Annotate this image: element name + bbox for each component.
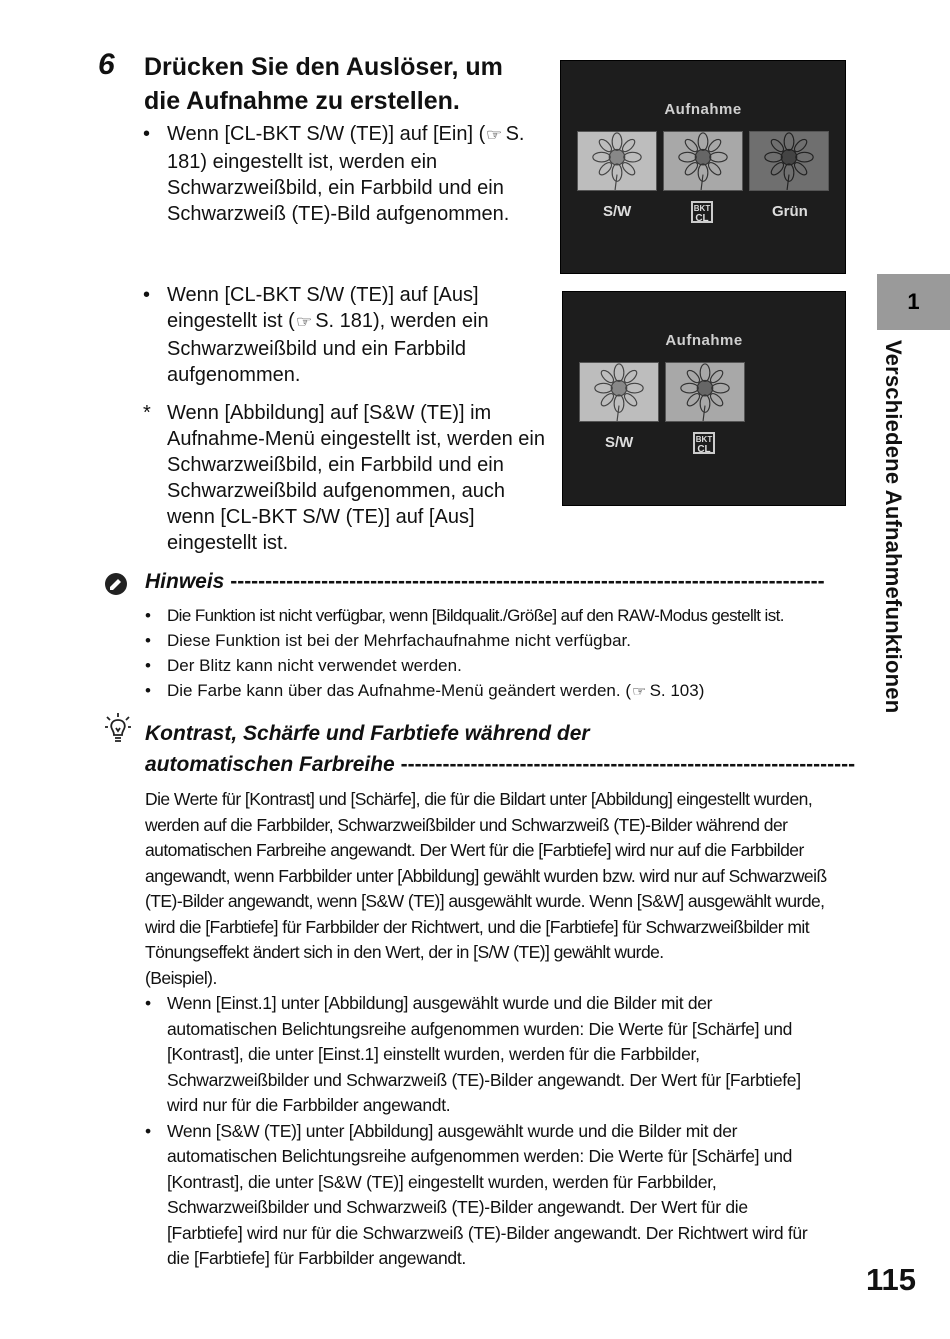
bullet-item: • Wenn [CL-BKT S/W (TE)] auf [Ein] (☞ S. 181) eingestellt ist, werden ein Schwarzweißbild, ein Farbbild und ein Schwarzweiß (TE)-Bild aufgenommen. bbox=[143, 123, 525, 225]
step-title bbox=[144, 50, 544, 118]
step-number: 6 bbox=[98, 48, 115, 81]
screen-title: Aufnahme bbox=[664, 101, 742, 118]
chapter-title-vertical: Verschiedene Aufnahmefunktionen bbox=[881, 340, 906, 714]
asterisk-marker: * bbox=[143, 402, 151, 424]
page-reference-icon: ☞ bbox=[486, 127, 503, 144]
list-item: • Die Funktion ist nicht verfügbar, wenn [Bildqualit./Größe] auf den RAW-Modus gestellt ist. bbox=[145, 606, 784, 625]
footnote-item: * Wenn [Abbildung] auf [S&W (TE)] im Aufnahme-Menü eingestellt ist, werden ein Schwarzweißbild, ein Farbbild und ein Schwarzweißbild aufgenommen, auch wenn [CL-BKT S/W (TE)] auf [Aus] eingestellt ist. bbox=[143, 402, 545, 554]
bullet-marker: • bbox=[143, 123, 151, 145]
page-reference-icon: ☞ bbox=[295, 314, 313, 331]
bkt-cl-icon: BKT CL bbox=[691, 201, 713, 223]
list-item: • Diese Funktion ist bei der Mehrfachaufnahme nicht verfügbar. bbox=[145, 631, 631, 650]
list-item: • Wenn [S&W (TE)] unter [Abbildung] ausgewählt wurde und die Bilder mit der automatischen Belichtungsreihe aufgenommen werden: Die Werte für [Schärfe] und [Kontrast], die unter [S&W (TE)] eingestellt wurden, werden für Farbbilder, Schwarzweißbilder und Schwarzweiß (TE)-Bilder angewandt. Der Wert für die [Farbtiefe] wird nur für die Schwarzweiß (TE)-Bilder angewandt. Der Richtwert wird für die [Farbtiefe] für Farbbilder angewandt. bbox=[145, 1120, 808, 1268]
bw-flower-thumbnail bbox=[577, 131, 657, 191]
lightbulb-icon bbox=[104, 712, 132, 746]
chapter-tab: 1 bbox=[877, 274, 950, 330]
bullet-item: • Wenn [CL-BKT S/W (TE)] auf [Aus] eingestellt ist (☞ S. 181), werden ein Schwarzweißbild und ein Farbbild aufgenommen. bbox=[143, 284, 489, 386]
screen-label-bw: S/W bbox=[605, 434, 634, 451]
camera-screen-three-images bbox=[560, 60, 846, 274]
tip-list bbox=[145, 991, 867, 1272]
list-item: • Wenn [Einst.1] unter [Abbildung] ausgewählt wurde und die Bilder mit der automatischen Belichtungsreihe aufgenommen wurden: Die Werte für [Schärfe] und [Kontrast], die unter [Einst.1] einstellt wurden, werden für die Farbbilder, Schwarzweißbilder und Schwarzweiß (TE)-Bilder angewandt. Der Wert für [Farbtiefe] wird nur für die Farbbilder angewandt. bbox=[145, 993, 801, 1115]
screen-label-green: Grün bbox=[772, 203, 808, 220]
step-title-line: Drücken Sie den Auslöser, um bbox=[144, 53, 503, 81]
screen-label-bw: S/W bbox=[603, 203, 632, 220]
screen-title: Aufnahme bbox=[665, 332, 743, 349]
tip-paragraph: Die Werte für [Kontrast] und [Schärfe], die für die Bildart unter [Abbildung] eingestellt wurden, werden auf die Farbbilder, Schwarzweißbilder und Schwarzweiß (TE)-Bilder während der automatischen Farbreihe angewandt. Der Wert für die [Farbtiefe] wird nur auf die Farbbilder angewandt, wenn Farbbilder unter [Abbildung] gewählt wurden bzw. wird nur auf Schwarzweiß (TE)-Bilder angewandt, wenn [S&W (TE)] ausgewählt wurde. Wenn [S&W] ausgewählt wurde, wird die [Farbtiefe] für Farbbilder der Richtwert, und die [Farbtiefe] für Schwarzweißbilder mit Tönungseffekt ändert sich in den Wert, der in [S/W (TE)] gewählt wurde. (Beispiel). bbox=[145, 789, 827, 988]
hint-list bbox=[145, 603, 867, 704]
hint-heading: Hinweis ------------------------------------------------------------------------------------- bbox=[145, 570, 825, 593]
page-reference-icon: ☞ bbox=[632, 683, 647, 699]
note-pencil-icon bbox=[104, 572, 128, 596]
bullet-marker: • bbox=[143, 284, 151, 306]
tip-heading-line: Kontrast, Schärfe und Farbtiefe während der bbox=[145, 722, 590, 745]
bw-flower-thumbnail bbox=[579, 362, 659, 422]
list-item: • Der Blitz kann nicht verwendet werden. bbox=[145, 656, 462, 675]
step-title-line: die Aufnahme zu erstellen. bbox=[144, 87, 460, 115]
bkt-cl-icon: BKT CL bbox=[693, 432, 715, 454]
page-number: 115 bbox=[865, 1262, 916, 1297]
list-item: • Die Farbe kann über das Aufnahme-Menü geändert werden. (☞ S. 103) bbox=[167, 678, 867, 704]
color-flower-thumbnail bbox=[663, 131, 743, 191]
color-flower-thumbnail bbox=[665, 362, 745, 422]
toned-flower-thumbnail bbox=[749, 131, 829, 191]
camera-screen-two-images bbox=[562, 291, 846, 506]
tip-heading-line: automatischen Farbreihe ----------------------------------------------------------------- bbox=[145, 753, 855, 776]
